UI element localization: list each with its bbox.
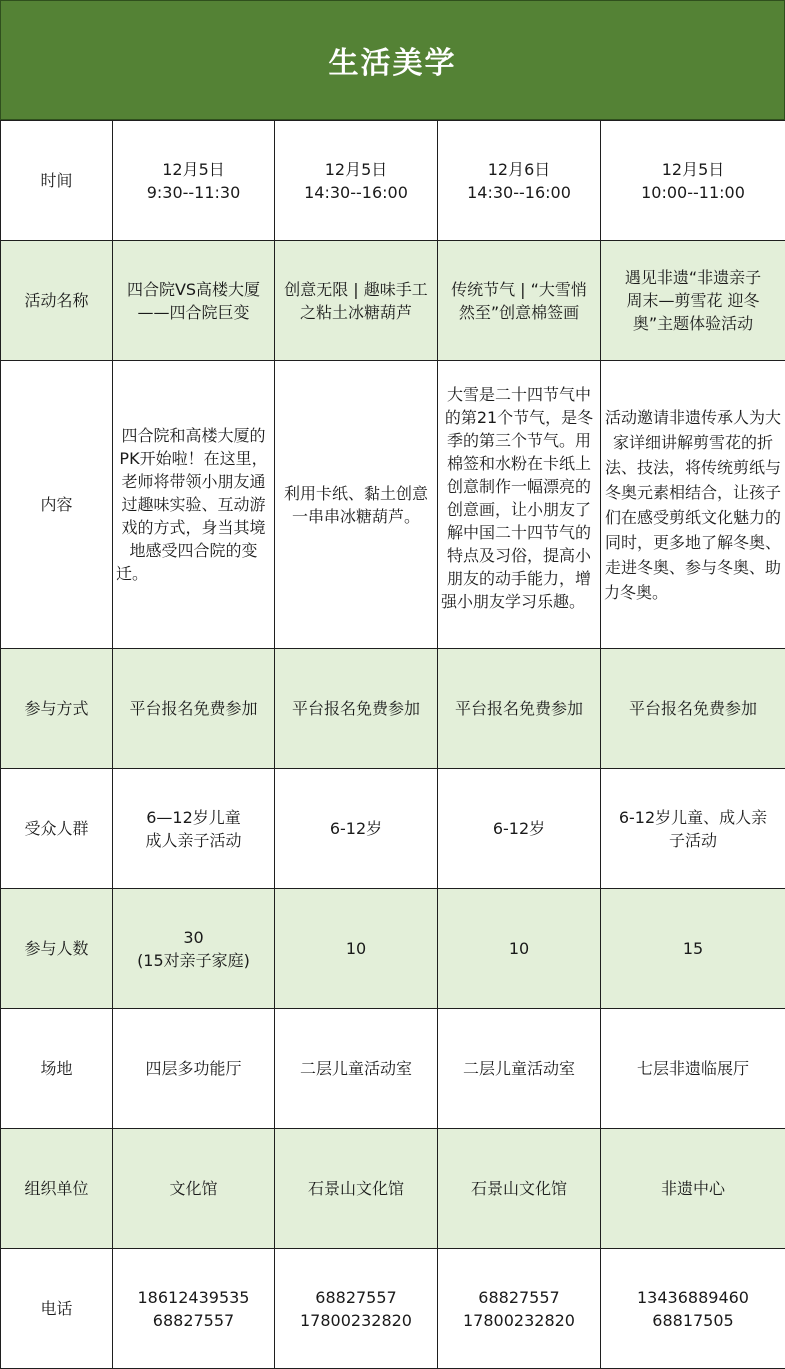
activity-name-cell-3 — [438, 241, 601, 361]
row-label: 活动名称 — [1, 241, 113, 361]
activity-name-line: 然至”创意棉签画 — [441, 301, 597, 324]
time-range-text: 14:30--16:00 — [278, 181, 434, 204]
content-cell-4: 活动邀请非遗传承人为大家详细讲解剪雪花的折法、技法，将传统剪纸与冬奥元素相结合，让孩子们在感受剪纸文化魅力的同时，更多地了解冬奥、走进冬奥、参与冬奥、助力冬奥。 — [601, 361, 785, 649]
audience-text: 6-12岁 — [278, 817, 434, 840]
count-text: 15 — [604, 937, 782, 960]
participation-text: 平台报名免费参加 — [278, 697, 434, 720]
content-cell-3: 大雪是二十四节气中的第21个节气，是冬季的第三个节气。用棉签和水粉在卡纸上创意制作一幅漂亮的创意画，让小朋友了解中国二十四节气的特点及习俗，提高小朋友的动手能力，增强小朋友学习乐趣。 — [438, 361, 601, 649]
count-cell-2 — [275, 889, 438, 1009]
row-label: 组织单位 — [1, 1129, 113, 1249]
activity-name-cell-4 — [601, 241, 785, 361]
row-label: 参与方式 — [1, 649, 113, 769]
participation-text: 平台报名免费参加 — [441, 697, 597, 720]
organizer-cell-3 — [438, 1129, 601, 1249]
activity-name-line: 创意无限 | 趣味手工 — [278, 278, 434, 301]
audience-cell-1 — [113, 769, 275, 889]
count-cell-4 — [601, 889, 785, 1009]
participation-cell-2 — [275, 649, 438, 769]
organizer-text: 石景山文化馆 — [441, 1177, 597, 1200]
activity-name-line: ——四合院巨变 — [116, 301, 271, 324]
activity-name-line: 之粘土冰糖葫芦 — [278, 301, 434, 324]
audience-cell-2 — [275, 769, 438, 889]
activity-name-line: 奥”主题体验活动 — [604, 312, 782, 335]
row-phone — [1, 1249, 785, 1369]
count-cell-3 — [438, 889, 601, 1009]
participation-cell-3 — [438, 649, 601, 769]
count-text: 10 — [278, 937, 434, 960]
venue-cell-1 — [113, 1009, 275, 1129]
row-time — [1, 121, 785, 241]
date-text: 12月6日 — [441, 158, 597, 181]
count-text: 30 — [116, 926, 271, 949]
row-participation — [1, 649, 785, 769]
phone-cell-4 — [601, 1249, 785, 1369]
row-audience — [1, 769, 785, 889]
row-activity-name — [1, 241, 785, 361]
time-cell-3 — [438, 121, 601, 241]
date-text: 12月5日 — [604, 158, 782, 181]
row-label: 内容 — [1, 361, 113, 649]
phone-number: 18612439535 — [116, 1286, 271, 1309]
header-banner — [0, 0, 785, 120]
phone-cell-3 — [438, 1249, 601, 1369]
count-cell-1 — [113, 889, 275, 1009]
participation-cell-4 — [601, 649, 785, 769]
date-text: 12月5日 — [278, 158, 434, 181]
content-cell-2: 利用卡纸、黏土创意一串串冰糖葫芦。 — [275, 361, 438, 649]
count-text: 10 — [441, 937, 597, 960]
participation-text: 平台报名免费参加 — [116, 697, 271, 720]
activity-name-cell-2 — [275, 241, 438, 361]
time-range-text: 10:00--11:00 — [604, 181, 782, 204]
organizer-cell-4 — [601, 1129, 785, 1249]
organizer-cell-1 — [113, 1129, 275, 1249]
audience-text: 6-12岁 — [441, 817, 597, 840]
row-label: 时间 — [1, 121, 113, 241]
venue-cell-4 — [601, 1009, 785, 1129]
participation-text: 平台报名免费参加 — [604, 697, 782, 720]
row-venue — [1, 1009, 785, 1129]
phone-number: 68827557 — [278, 1286, 434, 1309]
audience-cell-4 — [601, 769, 785, 889]
organizer-text: 石景山文化馆 — [278, 1177, 434, 1200]
row-organizer — [1, 1129, 785, 1249]
time-range-text: 9:30--11:30 — [116, 181, 271, 204]
audience-text: 6-12岁儿童、成人亲 — [604, 806, 782, 829]
row-label: 参与人数 — [1, 889, 113, 1009]
content-cell-1: 四合院和高楼大厦的PK开始啦！在这里，老师将带领小朋友通过趣味实验、互动游戏的方式，身当其境地感受四合院的变迁。 — [113, 361, 275, 649]
activity-name-line: 遇见非遗“非遗亲子 — [604, 266, 782, 289]
phone-number: 17800232820 — [441, 1309, 597, 1332]
activity-name-cell-1 — [113, 241, 275, 361]
row-participant-count — [1, 889, 785, 1009]
time-range-text: 14:30--16:00 — [441, 181, 597, 204]
phone-number: 68827557 — [441, 1286, 597, 1309]
row-label: 场地 — [1, 1009, 113, 1129]
phone-number: 68817505 — [604, 1309, 782, 1332]
audience-text: 子活动 — [604, 829, 782, 852]
phone-cell-1 — [113, 1249, 275, 1369]
row-label: 受众人群 — [1, 769, 113, 889]
time-cell-1 — [113, 121, 275, 241]
date-text: 12月5日 — [116, 158, 271, 181]
venue-text: 二层儿童活动室 — [441, 1057, 597, 1080]
venue-text: 七层非遗临展厅 — [604, 1057, 782, 1080]
time-cell-2 — [275, 121, 438, 241]
organizer-cell-2 — [275, 1129, 438, 1249]
venue-text: 四层多功能厅 — [116, 1057, 271, 1080]
organizer-text: 非遗中心 — [604, 1177, 782, 1200]
audience-text: 成人亲子活动 — [116, 829, 271, 852]
venue-cell-3 — [438, 1009, 601, 1129]
schedule-table — [0, 120, 785, 1369]
organizer-text: 文化馆 — [116, 1177, 271, 1200]
activity-name-line: 周末—剪雪花 迎冬 — [604, 289, 782, 312]
page-title: 生活美学 — [329, 38, 457, 82]
phone-number: 13436889460 — [604, 1286, 782, 1309]
audience-text: 6—12岁儿童 — [116, 806, 271, 829]
phone-cell-2 — [275, 1249, 438, 1369]
count-note-text: (15对亲子家庭) — [116, 949, 271, 972]
venue-cell-2 — [275, 1009, 438, 1129]
phone-number: 17800232820 — [278, 1309, 434, 1332]
participation-cell-1 — [113, 649, 275, 769]
row-content — [1, 361, 785, 649]
venue-text: 二层儿童活动室 — [278, 1057, 434, 1080]
activity-name-line: 传统节气 | “大雪悄 — [441, 278, 597, 301]
audience-cell-3 — [438, 769, 601, 889]
activity-name-line: 四合院VS高楼大厦 — [116, 278, 271, 301]
row-label: 电话 — [1, 1249, 113, 1369]
phone-number: 68827557 — [116, 1309, 271, 1332]
time-cell-4 — [601, 121, 785, 241]
